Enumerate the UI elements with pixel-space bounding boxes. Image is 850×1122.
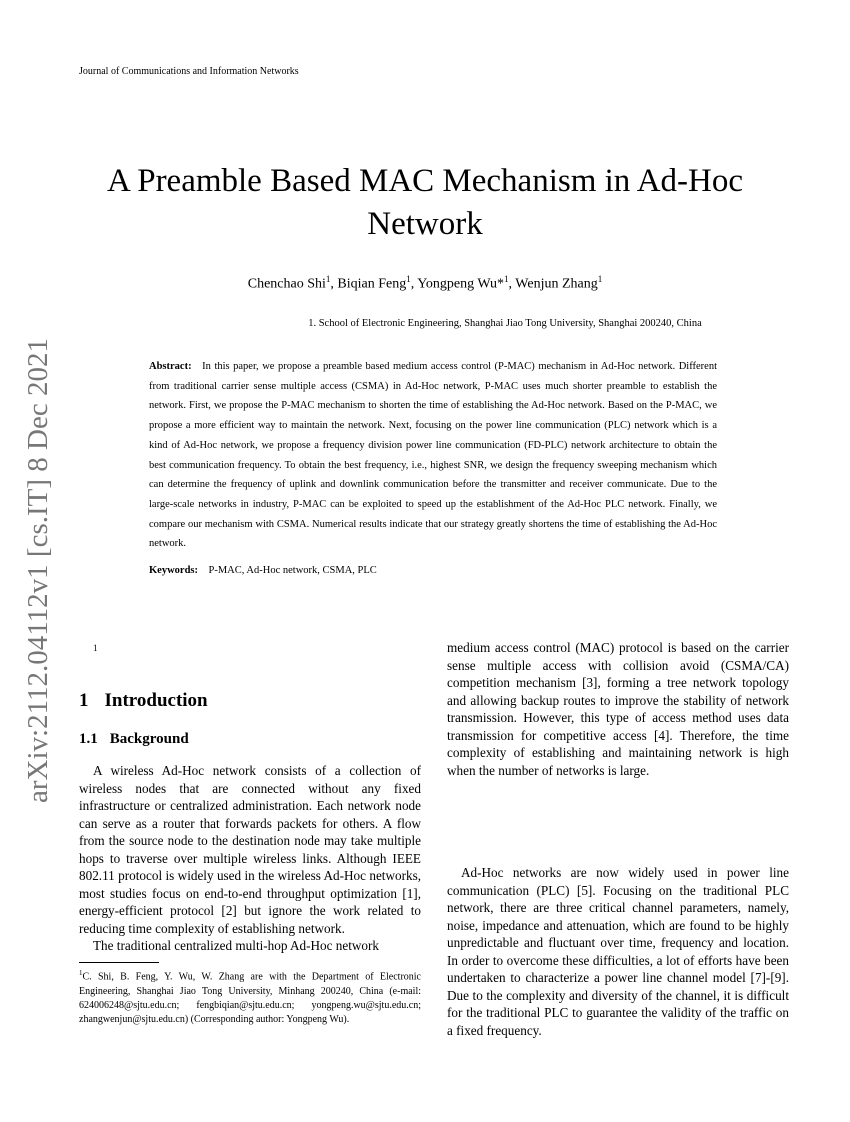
journal-header: Journal of Communications and Information Networks (79, 66, 299, 77)
footnote-number: 1 (79, 969, 83, 977)
right-column-paragraph: medium access control (MAC) protocol is based on the carrier sense multiple access with collision avoid (CSMA/CA) competition mechanism [3], forming a tree network topology and allowing backup routes to improve the stability of network transmission. However, this type of access method uses data transmission for competitive access [4]. Therefore, the time complexity of establishing and maintaining network is high when the number of networks is large. (447, 640, 789, 778)
section-number: 1 (79, 690, 89, 711)
footnote (79, 966, 421, 1028)
keywords-text: P-MAC, Ad-Hoc network, CSMA, PLC (208, 565, 377, 576)
subsection-title: Background (109, 731, 189, 747)
subsection-number: 1.1 (79, 731, 98, 747)
affiliation: 1. School of Electronic Engineering, Shanghai Jiao Tong University, Shanghai 200240, China (308, 318, 702, 329)
footnote-text: C. Shi, B. Feng, Y. Wu, W. Zhang are with the Department of Electronic Engineering, Shanghai Jiao Tong University, Minhang 200240, China (e-mail: 624006248@sjtu.edu.cn; fengbiqian@sjtu.edu.cn; yongpeng.wu@sjtu.edu.cn; zhangwenjun@sjtu.edu.cn) (Corresponding author: Yongpeng Wu). (79, 971, 421, 1026)
author-name: Wenjun Zhang (515, 276, 598, 292)
author-affiliation-mark: 1 (597, 274, 603, 284)
author-affiliation-mark: 1 (325, 274, 331, 284)
right-column-paragraph (447, 864, 789, 1039)
subsection-heading (79, 731, 189, 748)
author-separator: , (410, 276, 418, 292)
author-name: Chenchao Shi (247, 276, 326, 292)
body-paragraph: A wireless Ad-Hoc network consists of a collection of wireless nodes that are connected without any fixed infrastructure or centralized administration. Each network node can serve as a router that forwards packets for others. A flow from the source node to the destination node may take multiple hops to traverse over multiple wireless links. Although IEEE 802.11 protocol is widely used in the wireless Ad-Hoc networks, most studies focus on end-to-end throughput optimization [1], energy-efficient protocol [2] but ignore the work related to reducing time complexity of establishing network. (79, 763, 421, 936)
left-column (79, 762, 421, 955)
section-title: Introduction (104, 690, 208, 711)
abstract (149, 357, 717, 554)
author-name: Biqian Feng (337, 276, 407, 292)
body-paragraph: Ad-Hoc networks are now widely used in power line communication (PLC) [5]. Focusing on the traditional PLC network, there are three critical channel parameters, namely, noise, impedance and attenuation, which are found to be highly unpredictable and fluctuant over time, frequency and location. In order to overcome these difficulties, a lot of efforts have been undertaken to characterize a power line channel model [7]-[9]. Due to the complexity and diversity of the channel, it is difficult for the traditional PLC to guarantee the validity of the traffic on a fixed frequency. (447, 865, 789, 1038)
footnote-rule (79, 962, 159, 963)
author-separator: , (330, 276, 338, 292)
author-separator: , (508, 276, 516, 292)
author-affiliation-mark: 1 (504, 274, 509, 284)
author-affiliation-mark: 1 (406, 274, 411, 284)
body-paragraph: The traditional centralized multi-hop Ad-Hoc network (93, 938, 380, 953)
keywords-label: Keywords: (149, 565, 198, 576)
abstract-label: Abstract: (149, 361, 192, 372)
section-heading (79, 690, 208, 712)
author-list (60, 274, 790, 293)
keywords (149, 565, 377, 576)
arxiv-stamp: arXiv:2112.04112v1 [cs.IT] 8 Dec 2021 (22, 338, 54, 803)
footnote-marker: 1 (93, 643, 98, 653)
paper-title: A Preamble Based MAC Mechanism in Ad-Hoc Network (106, 163, 744, 242)
abstract-text: In this paper, we propose a preamble based medium access control (P-MAC) mechanism in Ad-Hoc network. Different from traditional carrier sense multiple access (CSMA) in Ad-Hoc network, P-MAC uses much shorter preamble to establish the network. First, we propose the P-MAC mechanism to shorten the time of establishing the Ad-Hoc network. Based on the P-MAC, we propose a more efficient way to maintain the network. Next, focusing on the power line communication (PLC) network which is a kind of Ad-Hoc network, we propose a frequency division power line communication (FD-PLC) network architecture to obtain the best communication frequency. To obtain the best frequency, i.e., highest SNR, we design the frequency sweeping mechanism which can determine the frequency of uplink and downlink communication before the transmitter and receiver communicate. Due to the large-scale networks in industry, P-MAC can be exploited to speed up the establishment of the Ad-Hoc PLC network. Finally, we compare our mechanism with CSMA. Numerical results indicate that our strategy greatly shortens the time of establishing the Ad-Hoc network. (149, 361, 717, 550)
author-name: Yongpeng Wu* (417, 276, 505, 292)
